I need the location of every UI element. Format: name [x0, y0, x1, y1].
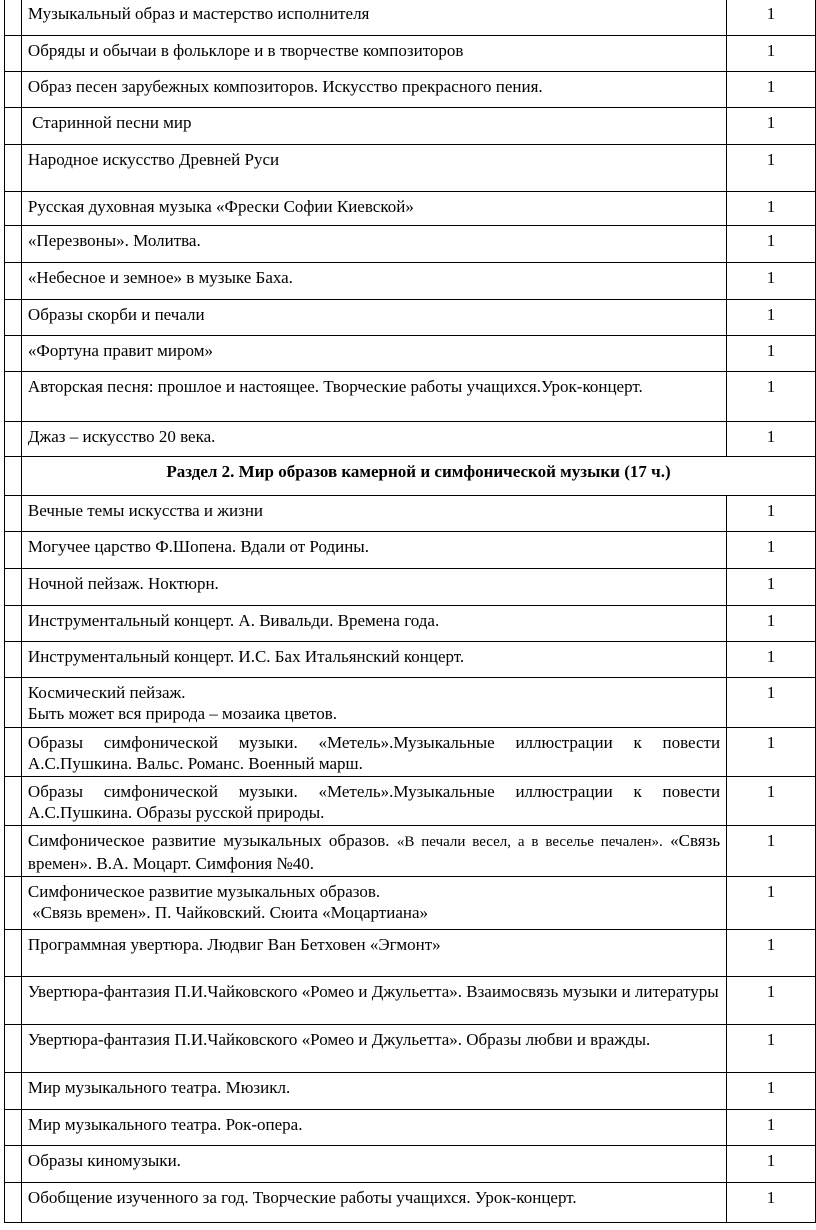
lesson-hours: 1	[727, 36, 816, 72]
lesson-topic: «Фортуна правит миром»	[21, 336, 726, 372]
row-number-cell	[5, 0, 22, 36]
row-number-cell	[5, 300, 22, 336]
table-row	[5, 569, 816, 606]
lesson-topic: Могучее царство Ф.Шопена. Вдали от Родины.	[21, 532, 726, 569]
lesson-hours: 1	[727, 300, 816, 336]
lesson-hours: 1	[727, 226, 816, 263]
lesson-topic: Увертюра-фантазия П.И.Чайковского «Ромео и Джульетта». Образы любви и вражды.	[21, 1025, 726, 1073]
curriculum-table	[4, 0, 816, 1223]
table-row	[5, 1146, 816, 1183]
lesson-topic: Образы скорби и печали	[21, 300, 726, 336]
table-row	[5, 192, 816, 226]
lesson-hours: 1	[727, 728, 816, 777]
lesson-hours: 1	[727, 1073, 816, 1110]
row-number-cell	[5, 930, 22, 977]
row-number-cell	[5, 678, 22, 728]
lesson-topic-line: Космический пейзаж.	[27, 683, 186, 702]
lesson-topic: Программная увертюра. Людвиг Ван Бетховен «Эгмонт»	[21, 930, 726, 977]
lesson-hours: 1	[727, 642, 816, 678]
row-number-cell	[5, 977, 22, 1025]
lesson-topic	[21, 877, 726, 930]
lesson-topic: Джаз – искусство 20 века.	[21, 422, 726, 457]
lesson-hours: 1	[727, 977, 816, 1025]
lesson-topic: Ночной пейзаж. Ноктюрн.	[21, 569, 726, 606]
row-number-cell	[5, 569, 22, 606]
row-number-cell	[5, 1183, 22, 1223]
table-row	[5, 977, 816, 1025]
table-row	[5, 930, 816, 977]
lesson-topic: Мир музыкального театра. Мюзикл.	[21, 1073, 726, 1110]
lesson-topic: Обобщение изученного за год. Творческие работы учащихся. Урок-концерт.	[21, 1183, 726, 1223]
row-number-cell	[5, 1146, 22, 1183]
lesson-topic-line: «Связь времен». П. Чайковский. Сюита «Моцартиана»	[27, 903, 429, 922]
lesson-topic: Инструментальный концерт. И.С. Бах Итальянский концерт.	[21, 642, 726, 678]
row-number-cell	[5, 642, 22, 678]
lesson-hours: 1	[727, 145, 816, 192]
table-row	[5, 728, 816, 777]
table-row	[5, 336, 816, 372]
row-number-cell	[5, 1025, 22, 1073]
lesson-topic: «Перезвоны». Молитва.	[21, 226, 726, 263]
lesson-hours: 1	[727, 192, 816, 226]
row-number-cell	[5, 263, 22, 300]
row-number-cell	[5, 1073, 22, 1110]
lesson-topic	[21, 826, 726, 877]
row-number-cell	[5, 1110, 22, 1146]
lesson-topic: Мир музыкального театра. Рок-опера.	[21, 1110, 726, 1146]
table-row	[5, 496, 816, 532]
lesson-hours: 1	[727, 777, 816, 826]
lesson-hours: 1	[727, 496, 816, 532]
row-number-cell	[5, 826, 22, 877]
table-row	[5, 72, 816, 108]
lesson-topic: Образы симфонической музыки. «Метель».Музыкальные иллюстрации к повести А.С.Пушкина. Образы русской природы.	[21, 777, 726, 826]
lesson-hours: 1	[727, 1025, 816, 1073]
lesson-hours: 1	[727, 336, 816, 372]
lesson-hours: 1	[727, 1110, 816, 1146]
row-number-cell	[5, 606, 22, 642]
lesson-topic-part: «Связь времен». В.А. Моцарт. Симфония №40.	[27, 831, 721, 873]
lesson-topic: Авторская песня: прошлое и настоящее. Творческие работы учащихся.Урок-концерт.	[21, 372, 726, 422]
row-number-cell	[5, 336, 22, 372]
lesson-hours: 1	[727, 422, 816, 457]
lesson-topic: Обряды и обычаи в фольклоре и в творчестве композиторов	[21, 36, 726, 72]
table-row	[5, 36, 816, 72]
row-number-cell	[5, 226, 22, 263]
table-row	[5, 877, 816, 930]
table-row	[5, 606, 816, 642]
table-row	[5, 422, 816, 457]
lesson-hours: 1	[727, 877, 816, 930]
table-row	[5, 226, 816, 263]
table-row	[5, 1183, 816, 1223]
table-row	[5, 1073, 816, 1110]
lesson-hours: 1	[727, 0, 816, 36]
table-row	[5, 826, 816, 877]
lesson-topic: Образы симфонической музыки. «Метель».Музыкальные иллюстрации к повести А.С.Пушкина. Вальс. Романс. Военный марш.	[21, 728, 726, 777]
row-number-cell	[5, 777, 22, 826]
table-row	[5, 777, 816, 826]
table-row	[5, 263, 816, 300]
lesson-hours: 1	[727, 606, 816, 642]
table-row	[5, 642, 816, 678]
lesson-topic: Русская духовная музыка «Фрески Софии Киевской»	[21, 192, 726, 226]
section-header-row	[5, 457, 816, 496]
table-row	[5, 0, 816, 36]
lesson-topic-quote: «В печали весел, а в веселье печален».	[396, 834, 663, 850]
row-number-cell	[5, 145, 22, 192]
table-row	[5, 108, 816, 145]
table-row	[5, 1110, 816, 1146]
table-row	[5, 678, 816, 728]
row-number-cell	[5, 72, 22, 108]
lesson-hours: 1	[727, 372, 816, 422]
lesson-topic: Музыкальный образ и мастерство исполнителя	[21, 0, 726, 36]
lesson-topic: «Небесное и земное» в музыке Баха.	[21, 263, 726, 300]
lesson-hours: 1	[727, 1183, 816, 1223]
lesson-hours: 1	[727, 930, 816, 977]
section-title: Раздел 2. Мир образов камерной и симфонической музыки (17 ч.)	[21, 457, 815, 496]
lesson-topic: Инструментальный концерт. А. Вивальди. Времена года.	[21, 606, 726, 642]
row-number-cell	[5, 457, 22, 496]
row-number-cell	[5, 372, 22, 422]
lesson-hours: 1	[727, 569, 816, 606]
lesson-hours: 1	[727, 263, 816, 300]
row-number-cell	[5, 36, 22, 72]
row-number-cell	[5, 496, 22, 532]
lesson-topic-line: Симфоническое развитие музыкальных образов.	[27, 882, 381, 901]
lesson-topic-part: Симфоническое развитие музыкальных образов.	[27, 831, 397, 850]
row-number-cell	[5, 192, 22, 226]
row-number-cell	[5, 422, 22, 457]
lesson-topic	[21, 678, 726, 728]
table-row	[5, 1025, 816, 1073]
lesson-topic-line: Быть может вся природа – мозаика цветов.	[27, 704, 338, 723]
lesson-hours: 1	[727, 532, 816, 569]
row-number-cell	[5, 877, 22, 930]
lesson-topic: Образы киномузыки.	[21, 1146, 726, 1183]
table-row	[5, 300, 816, 336]
row-number-cell	[5, 728, 22, 777]
table-row	[5, 372, 816, 422]
lesson-topic: Народное искусство Древней Руси	[21, 145, 726, 192]
lesson-hours: 1	[727, 678, 816, 728]
lesson-hours: 1	[727, 826, 816, 877]
lesson-topic: Увертюра-фантазия П.И.Чайковского «Ромео и Джульетта». Взаимосвязь музыки и литературы	[21, 977, 726, 1025]
lesson-topic: Старинной песни мир	[21, 108, 726, 145]
lesson-topic: Образ песен зарубежных композиторов. Искусство прекрасного пения.	[21, 72, 726, 108]
lesson-hours: 1	[727, 72, 816, 108]
lesson-hours: 1	[727, 1146, 816, 1183]
row-number-cell	[5, 532, 22, 569]
row-number-cell	[5, 108, 22, 145]
lesson-hours: 1	[727, 108, 816, 145]
lesson-topic: Вечные темы искусства и жизни	[21, 496, 726, 532]
table-row	[5, 145, 816, 192]
table-row	[5, 532, 816, 569]
